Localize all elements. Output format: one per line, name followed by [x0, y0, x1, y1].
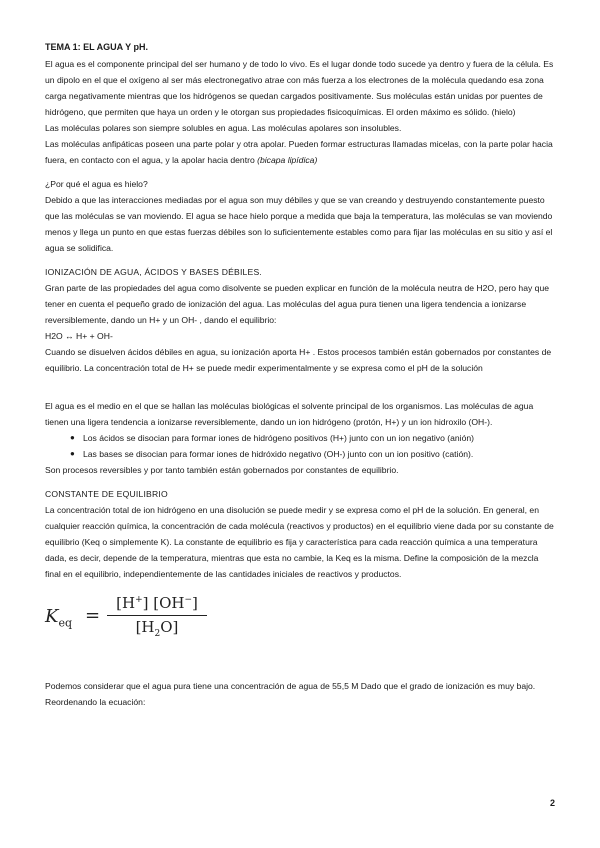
constante-paragraph: La concentración total de ion hidrógeno en una disolución se puede medir y se expresa como el pH de la solución. En general, en cualquier reacción química, la concentración de cada molécula (reactivos y productos) en el equilibrio viene dada por su constante de equilibrio (Keq o simplemente K). La constante de equilibrio es fija y característica para cada reacción química a una temperatura dada, es decir, depende de la temperatura, mientras que esta no cambie, la Keq es la misma. Define la composición de la mezcla final en el equilibrio, independientemente de las cantidades iniciales de reactivos y productos.: [45, 505, 554, 579]
hielo-paragraph: Debido a que las interacciones mediadas por el agua son muy débiles y que se van creando y destruyendo constantemente puesto que las moléculas se van moviendo. El agua se hace hielo porque a medida que baja la temperatura, las moléculas se van moviendo menos y llega un punto en que estas fuerzas débiles son lo suficientemente estables como para fijar las moléculas en su sitio y así el agua se solidifica.: [45, 195, 553, 253]
keq-symbol: $K_{eq}$: [45, 606, 73, 630]
hielo-heading: ¿Por qué el agua es hielo?: [45, 179, 148, 189]
ionizacion-equation: H2O ↔ H+ + OH-: [45, 331, 113, 341]
page-number: 2: [549, 798, 555, 808]
anfipaticas-text: Las moléculas anfipáticas poseen una parte polar y otra apolar. Pueden formar estructuras llamadas micelas, con la parte polar hacia fuera, en contacto con el agua, y la apolar hacia dentro: [45, 139, 553, 165]
equals-sign: =: [85, 605, 101, 626]
list-item: ● Los ácidos se disocian para formar iones de hidrógeno positivos (H+) junto con un ion negativo (anión): [83, 430, 555, 446]
closing-paragraph: Podemos considerar que el agua pura tiene una concentración de agua de 55,5 M Dado que el grado de ionización es muy bajo. Reordenando la ecuación:: [45, 681, 536, 707]
document-title: TEMA 1: EL AGUA Y pH.: [45, 42, 149, 52]
keq-numerator: [H+] [OH−]: [107, 590, 207, 616]
disociacion-list: [45, 430, 555, 462]
constante-heading: CONSTANTE DE EQUILIBRIO: [45, 489, 168, 499]
medio-paragraph: El agua es el medio en el que se hallan las moléculas biológicas el solvente principal de los organismos. Las moléculas de agua tienen una ligera tendencia a ionizarse reversiblemente, dando un ion hidrógeno (protón, H+) y un ion hidroxilo (OH-).: [45, 401, 534, 427]
keq-denominator: $[H_2O]$: [135, 618, 179, 639]
keq-fraction: [107, 590, 207, 645]
anfipaticas-paragraph: [45, 136, 555, 168]
bicapa-lipidica-note: (bicapa lipídica): [257, 155, 318, 165]
bullet-icon: ●: [70, 449, 75, 458]
acidos-debiles-paragraph: Cuando se disuelven ácidos débiles en agua, su ionización aporta H+ . Estos procesos también están gobernados por constantes de equilibrio. La concentración total de H+ se puede medir experimentalmente y se expresa como el pH de la solución: [45, 347, 552, 373]
ionizacion-paragraph: Gran parte de las propiedades del agua como disolvente se pueden explicar en función de la molécula neutra de H2O, pero hay que tener en cuenta el pequeño grado de ionización del agua. Las moléculas del agua pura tienen una ligera tendencia a ionizarse reversiblemente, dando un H+ y un OH- , dando el equilibrio:: [45, 283, 550, 325]
reversibles-paragraph: Son procesos reversibles y por tanto también están gobernados por constantes de equilibrio.: [45, 465, 399, 475]
polar-paragraph: Las moléculas polares son siempre solubles en agua. Las moléculas apolares son insolubles.: [45, 123, 402, 133]
bullet-icon: ●: [70, 433, 75, 442]
list-item: ● Las bases se disocian para formar iones de hidróxido negativo (OH-) junto con un ion positivo (catión).: [83, 446, 555, 462]
ionizacion-heading: IONIZACIÓN DE AGUA, ÁCIDOS Y BASES DÉBILES.: [45, 267, 262, 277]
document-page: [45, 40, 555, 710]
keq-formula: [45, 590, 555, 650]
intro-paragraph: El agua es el componente principal del ser humano y de todo lo vivo. Es el lugar donde todo sucede ya dentro y fuera de la célula. Es un dipolo en el que el oxígeno al ser más electronegativo atrae con más fuerza a los electrones de la molécula quedando esa zona carga negativamente mientras que los hidrógenos se quedan cargados positivamente. Sus moléculas están unidas por puentes de hidrógeno, que permiten que haya un orden y le otorgan sus propiedades fisicoquímicas. El orden máximo es sólido. (hielo): [45, 59, 554, 117]
